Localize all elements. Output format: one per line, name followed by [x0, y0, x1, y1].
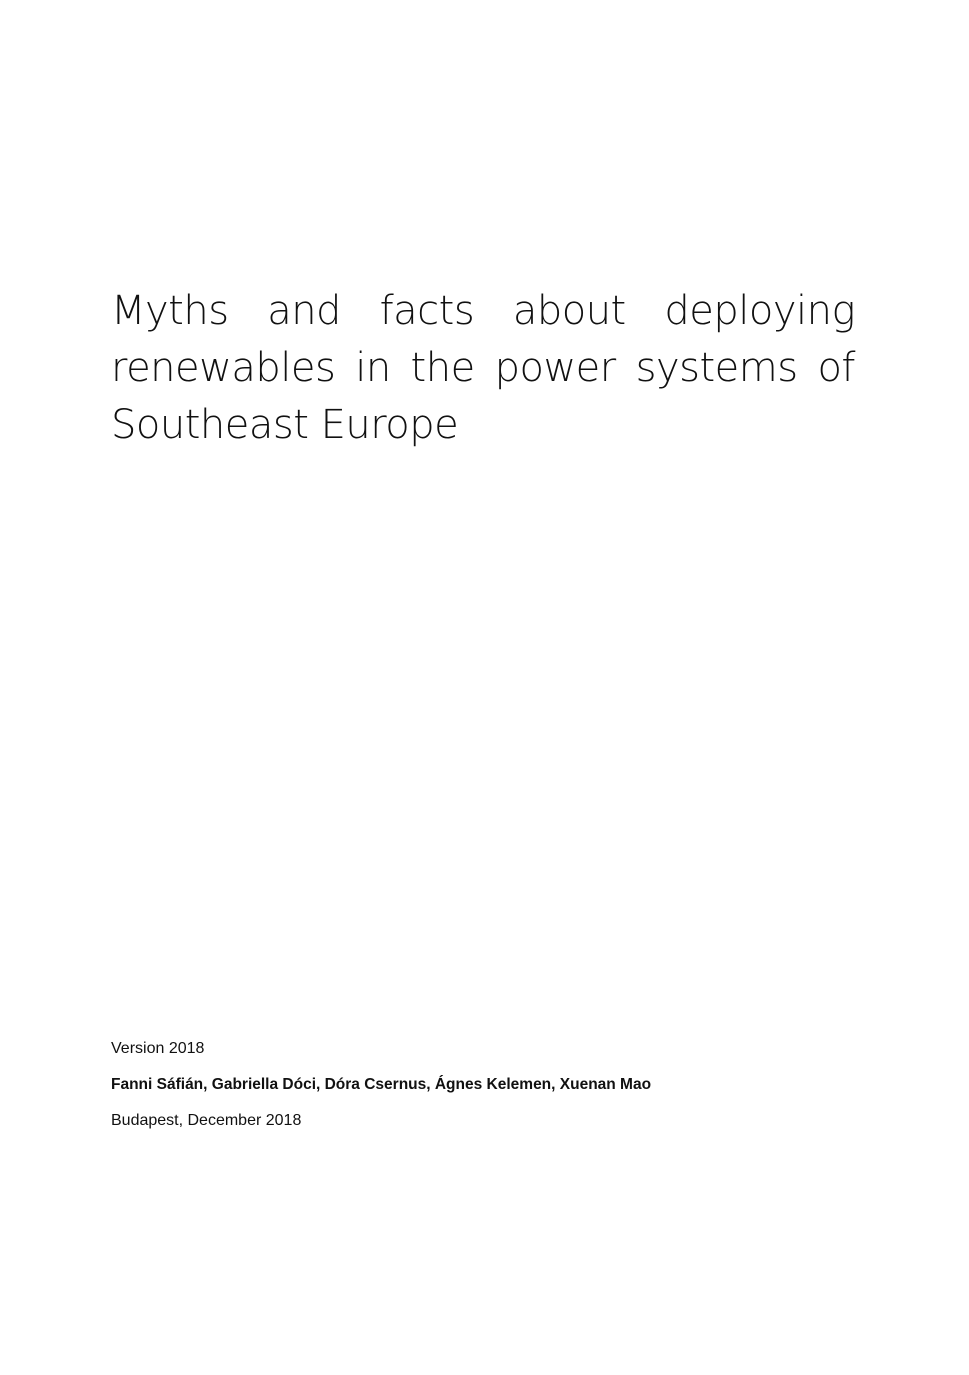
version-label: Version 2018 [111, 1040, 205, 1057]
title-line-2: renewables in the power systems of [111, 345, 855, 391]
title-line-1: Myths and facts about deploying [111, 288, 855, 334]
place-date: Budapest, December 2018 [111, 1112, 302, 1129]
document-title [111, 283, 855, 454]
title-line-3: Southeast Europe [111, 402, 459, 448]
authors-list: Fanni Sáfián, Gabriella Dóci, Dóra Csernus, Ágnes Kelemen, Xuenan Mao [111, 1076, 652, 1093]
